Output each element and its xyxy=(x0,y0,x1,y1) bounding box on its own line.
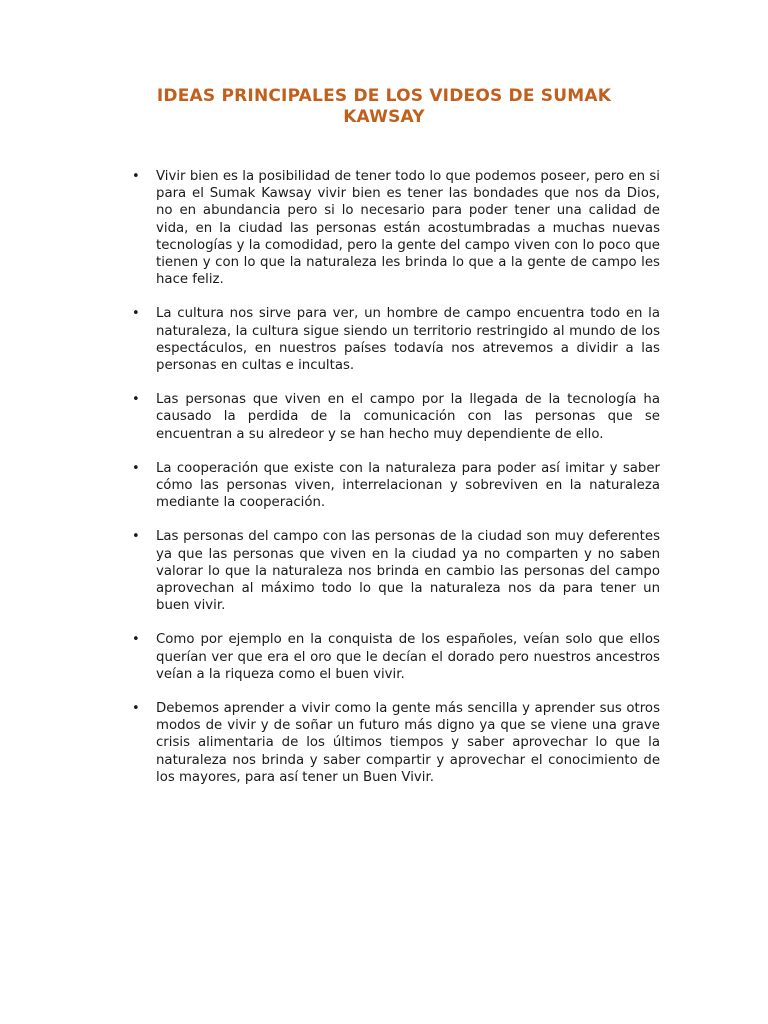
list-item-text: Vivir bien es la posibilidad de tener todo lo que podemos poseer, pero en si para el Sumak Kawsay vivir bien es tener las bondades que nos da Dios, no en abundancia pero si lo necesario para poder tener una calidad de vida, en la ciudad las personas están acostumbradas a muchas nuevas tecnologías y la comodidad, pero la gente del campo viven con lo poco que tienen y con lo que la naturaleza les brinda lo que a la gente de campo les hace feliz. xyxy=(156,169,660,288)
list-item xyxy=(128,700,660,786)
list-item xyxy=(128,391,660,443)
bullet-list xyxy=(128,168,660,803)
bullet-icon: • xyxy=(132,460,140,476)
bullet-icon: • xyxy=(132,169,140,184)
list-item-text: La cultura nos sirve para ver, un hombre de campo encuentra todo en la naturaleza, la cultura sigue siendo un territorio restringido al mundo de los espectáculos, en nuestros países todavía nos atrevemos a dividir a las personas en cultas e incultas. xyxy=(156,306,660,374)
list-item-text: Las personas que viven en el campo por la llegada de la tecnología ha causado la perdida de la comunicación con las personas que se encuentran a su alredeor y se han hecho muy dependiente de ello. xyxy=(156,392,660,442)
bullet-icon: • xyxy=(132,306,140,322)
list-item-text: Las personas del campo con las personas de la ciudad son muy deferentes ya que las personas que viven en la ciudad ya no comparten y no saben valorar lo que la naturaleza nos brinda en cambio las personas del campo aprovechan al máximo todo lo que la naturaleza nos da para tener un buen vivir. xyxy=(156,529,660,614)
bullet-icon: • xyxy=(132,701,140,717)
list-item-text: Como por ejemplo en la conquista de los españoles, veían solo que ellos querían ver que era el oro que le decían el dorado pero nuestros ancestros veían a la riqueza como el buen vivir. xyxy=(156,632,660,682)
list-item xyxy=(128,631,660,683)
bullet-icon: • xyxy=(132,632,140,648)
list-item-text: La cooperación que existe con la naturaleza para poder así imitar y saber cómo las personas viven, interrelacionan y sobreviven en la naturaleza mediante la cooperación. xyxy=(156,460,660,511)
list-item xyxy=(128,528,660,614)
list-item-text: Debemos aprender a vivir como la gente más sencilla y aprender sus otros modos de vivir y de soñar un futuro más digno ya que se viene una grave crisis alimentaria de los últimos tiempos y saber aprovechar lo que la naturaleza nos brinda y saber compartir y aprovechar el conocimiento de los mayores, para así tener un Buen Vivir. xyxy=(156,701,660,785)
list-item xyxy=(128,460,660,512)
bullet-icon: • xyxy=(132,392,140,408)
list-item xyxy=(128,305,660,374)
list-item xyxy=(128,168,660,288)
bullet-icon: • xyxy=(132,529,140,545)
document-title: IDEAS PRINCIPALES DE LOS VIDEOS DE SUMAK KAWSAY xyxy=(156,86,612,127)
